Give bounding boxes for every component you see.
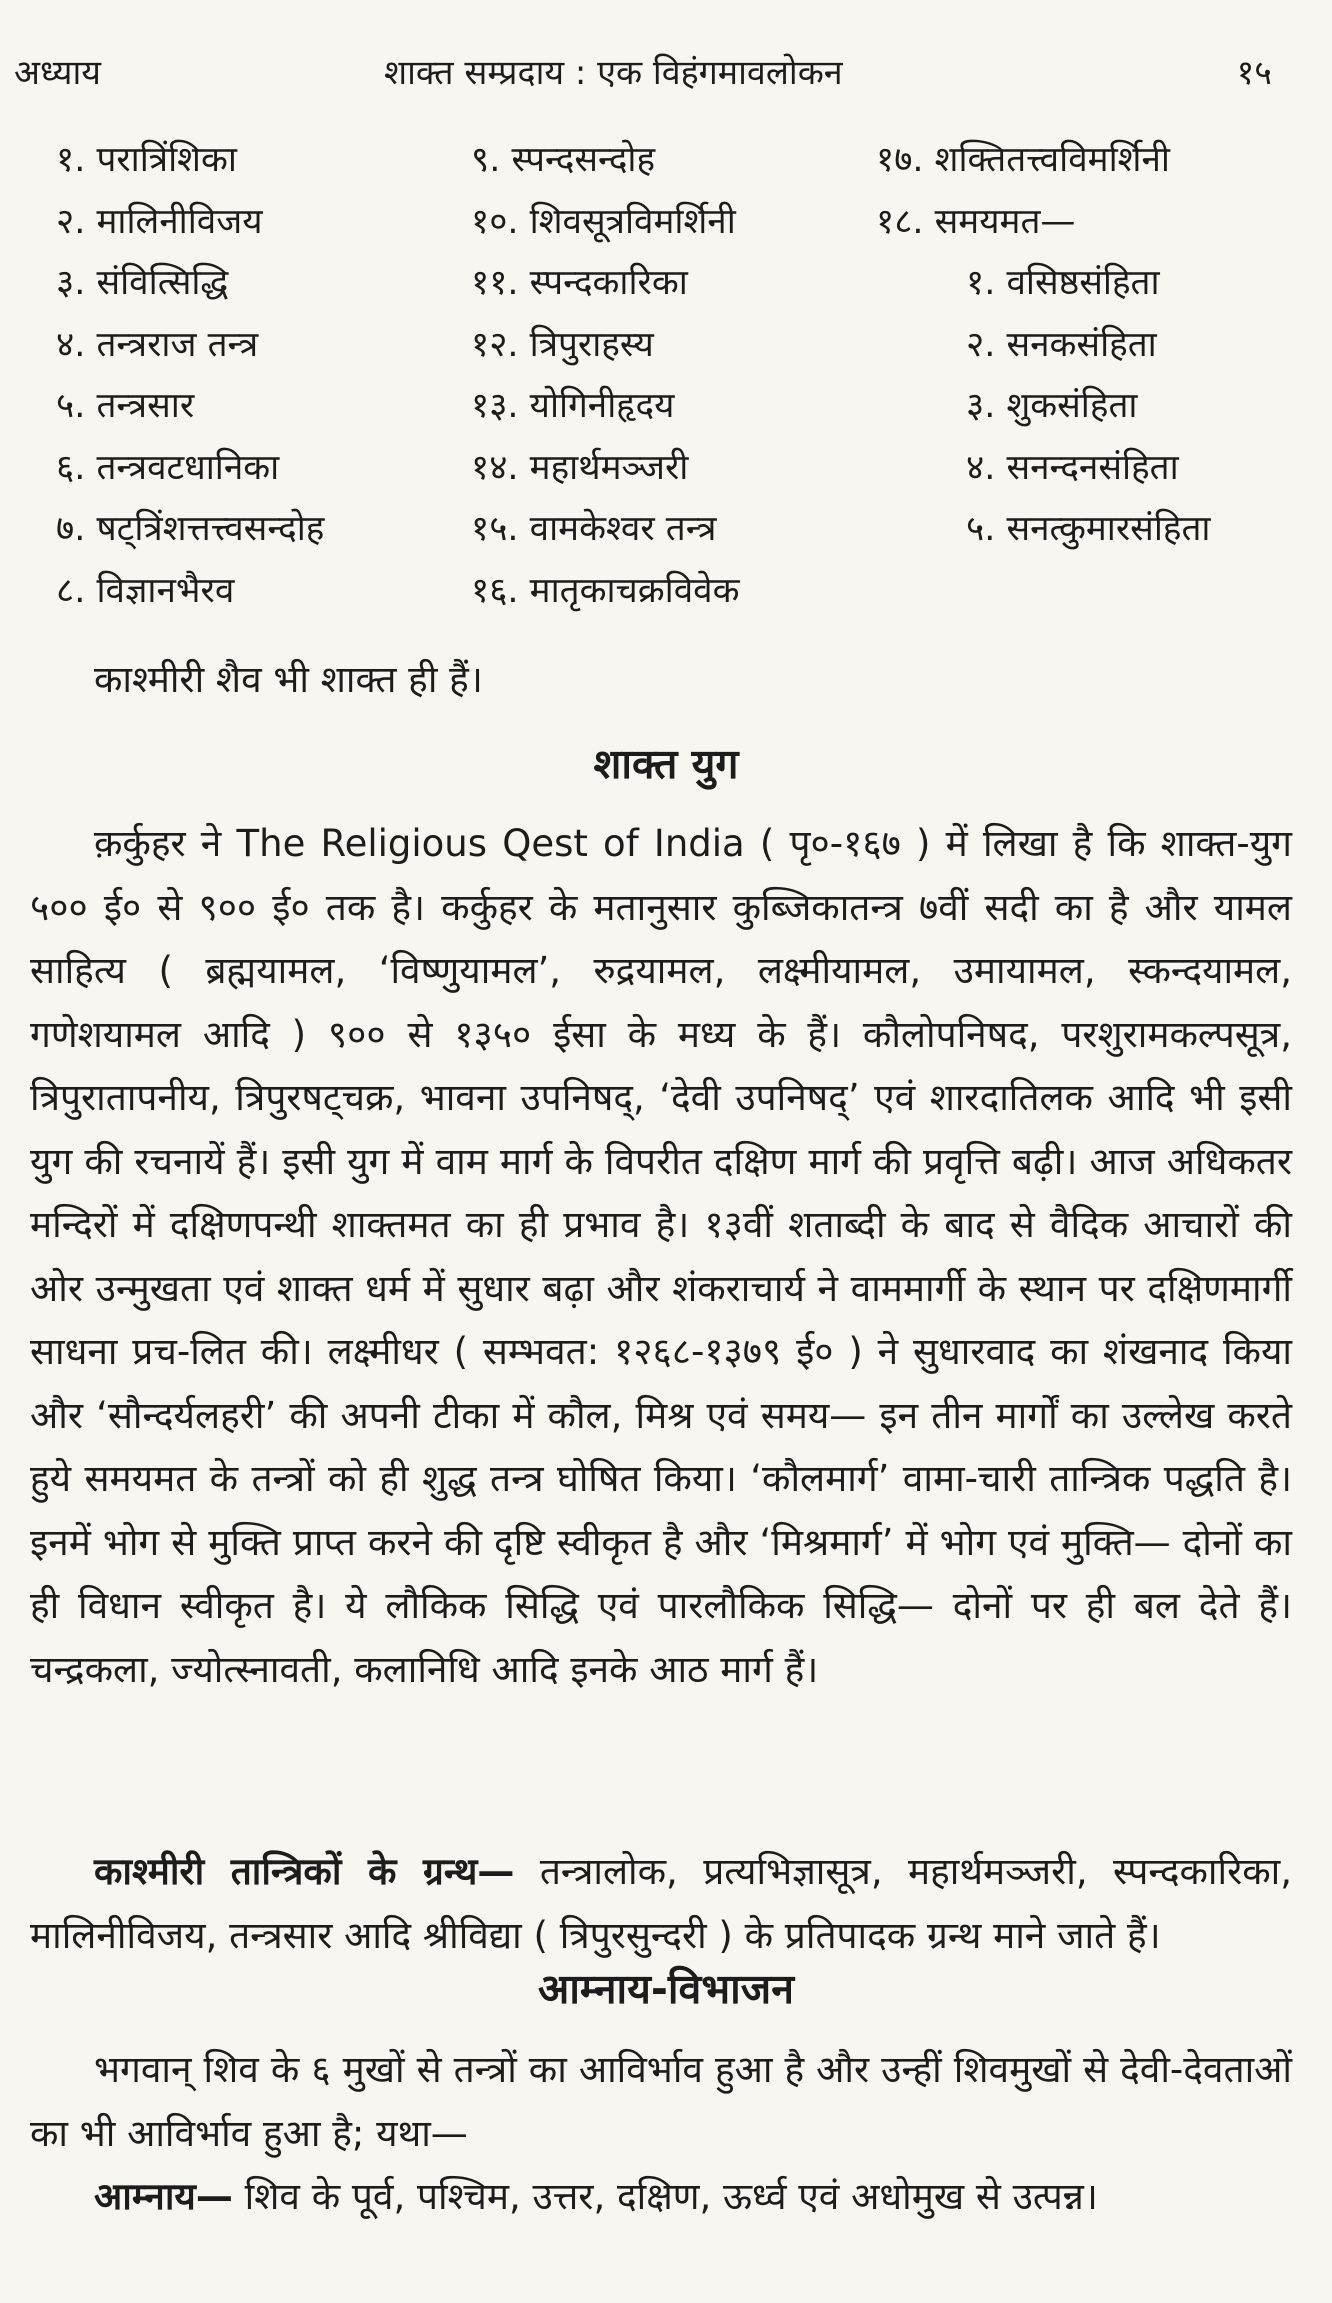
sub-list-item: २. सनकसंहिता [966,324,1157,365]
list-item: १५. वामकेश्वर तन्त्र [471,509,717,549]
paragraph-shakta-yug: क़र्कुहर ने The Religious Qest of India ( पृ०-१६७ ) में लिखा है कि शाक्त-युग ५०० ई० से ९०० ई० तक है। कर्कुहर के मतानुसार कुब्जिकातन्त्र ७वीं सदी का है और यामल साहित्य ( ब्रह्मयामल, ‘विष्णुयामल’, रुद्रयामल, लक्ष्मीयामल, उमायामल, स्कन्दयामल, गणेशयामल आदि ) ९०० से १३५० ईसा के मध्य के हैं। कौलोपनिषद, परशुरामकल्पसूत्र, त्रिपुरातापनीय, त्रिपुरषट्चक्र, भावना उपनिषद्, ‘देवी उपनिषद्’ एवं शारदातिलक आदि भी इसी युग की रचनायें हैं। इसी युग में वाम मार्ग के विपरीत दक्षिण मार्ग की प्रवृत्ति बढ़ी। आज अधिकतर मन्दिरों में दक्षिणपन्थी शाक्तमत का ही प्रभाव है। १३वीं शताब्दी के बाद से वैदिक आचारों की ओर उन्मुखता एवं शाक्त धर्म में सुधार बढ़ा और शंकराचार्य ने वाममार्गी के स्थान पर दक्षिणमार्गी साधना प्रच-लित की। लक्ष्मीधर ( सम्भवत: १२६८-१३७९ ई० ) ने सुधारवाद का शंखनाद किया और ‘सौन्दर्यलहरी’ की अपनी टीका में कौल, मिश्र एवं समय— इन तीन मार्गों का उल्लेख करते हुये समयमत के तन्त्रों को ही शुद्ध तन्त्र घोषित किया। ‘कौलमार्ग’ वामा-चारी तान्त्रिक पद्धति है। इनमें भोग से मुक्ति प्राप्त करने की दृष्टि स्वीकृत है और ‘मिश्रमार्ग’ में भोग एवं मुक्ति— दोनों का ही विधान स्वीकृत है। ये लौकिक सिद्धि एवं पारलौकिक सिद्धि— दोनों पर ही बल देते हैं। चन्द्रकला, ज्योत्स्नावती, कलानिधि आदि इनके आठ मार्ग हैं। [30,822,1292,1691]
list-item: २. मालिनीविजय [56,201,263,242]
list-item: १८. समयमत— [876,201,1076,242]
term-label: आम्नाय— [94,2175,233,2218]
sub-list-item: ३. शुकसंहिता [966,386,1138,426]
sub-list-item: ४. सनन्दनसंहिता [966,447,1179,488]
sub-list-item: १. वसिष्ठसंहिता [966,263,1160,303]
page-header [14,48,1272,98]
list-item: १६. मातृकाचक्रविवेक [471,570,740,611]
paragraph-amnaya-vibhajan: भगवान् शिव के ६ मुखों से तन्त्रों का आविर्भाव हुआ है और उन्हीं शिवमुखों से देवी-देवताओं का भी आविर्भाव हुआ है; यथा— [30,2048,1292,2155]
list-item: १७. शक्तितत्त्वविमर्शिनी [876,140,1170,180]
page-number: १५ [1236,53,1272,93]
list-column-3 [876,130,1211,561]
list-item: ७. षट्त्रिंशत्तत्त्वसन्दोह [56,509,325,549]
list-item: ६. तन्त्रवटधानिका [56,447,280,488]
term-text: तन्त्रालोक, प्रत्यभिज्ञासूत्र, महार्थमञ्जरी, स्पन्दकारिका, मालिनीविजय, तन्त्रसार आदि श्रीविद्या ( त्रिपुरसुन्दरी ) के प्रतिपादक ग्रन्थ माने जाते हैं। [30,1850,1292,1957]
list-item: १३. योगिनीहृदय [471,386,675,426]
term-label: काश्मीरी तान्त्रिकों के ग्रन्थ— [94,1850,515,1893]
paragraph-amnaya [30,2165,1292,2229]
list-item: ४. तन्त्रराज तन्त्र [56,324,259,365]
list-column-1 [56,130,324,622]
chapter-label: अध्याय [14,53,102,93]
list-item: ३. संवित्सिद्धि [56,263,229,303]
list-item: १०. शिवसूत्रविमर्शिनी [471,201,736,242]
running-title: शाक्त सम्प्रदाय : एक विहंगमावलोकन [384,53,843,93]
term-text: शिव के पूर्व, पश्चिम, उत्तर, दक्षिण, ऊर्ध्व एवं अधोमुख से उत्पन्न। [232,2175,1098,2218]
list-item: ९. स्पन्दसन्दोह [471,140,656,180]
list-column-2 [471,130,740,622]
sub-list-item: ५. सनत्कुमारसंहिता [966,509,1211,549]
section-heading-amnaya-vibhajan: आम्नाय-विभाजन [538,1965,794,2013]
list-item: १२. त्रिपुराहस्य [471,324,654,365]
kashmiri-note: काश्मीरी शैव भी शाक्त ही हैं। [94,658,483,701]
list-item: १. परात्रिंशिका [56,140,237,180]
section-heading-shakta-yug: शाक्त युग [593,740,739,788]
list-item: ११. स्पन्दकारिका [471,263,688,303]
text-list [56,130,1296,630]
paragraph-kashmiri-granth [30,1840,1292,1967]
list-item: १४. महार्थमञ्जरी [471,447,689,488]
list-item: ५. तन्त्रसार [56,386,195,426]
list-item: ८. विज्ञानभैरव [56,570,235,611]
